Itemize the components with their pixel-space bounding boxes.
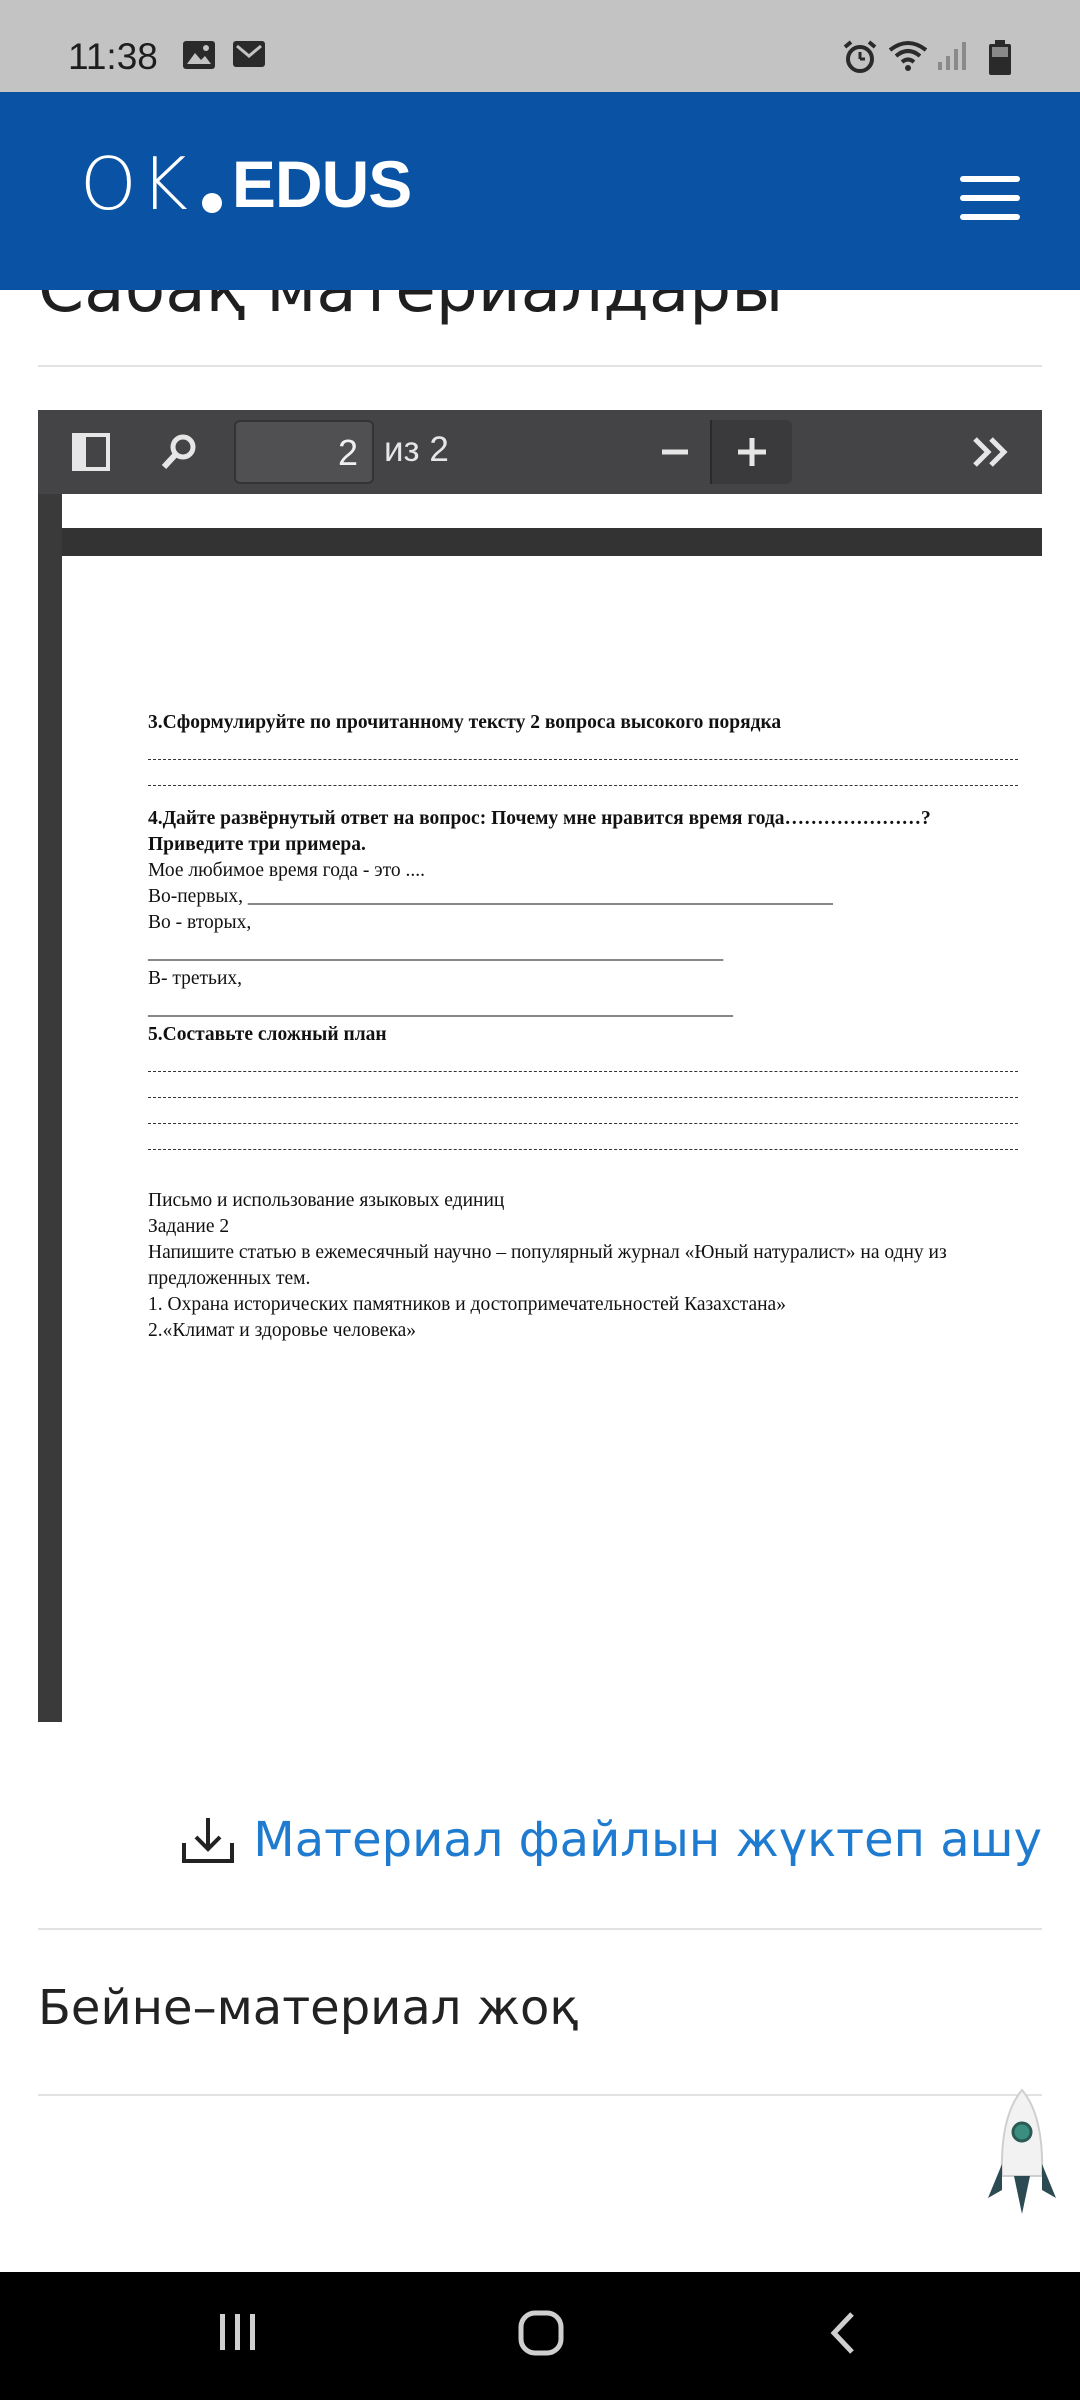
search-icon[interactable] [156,410,202,494]
doc-line: Приведите три примера. [148,834,366,855]
divider [38,1928,1042,1930]
status-time: 11:38 [68,36,158,77]
gallery-icon [182,40,216,70]
doc-line: Письмо и использование языковых единиц [148,1190,505,1211]
menu-icon[interactable] [960,176,1020,220]
back-icon[interactable] [826,2310,858,2356]
wifi-icon [888,40,928,72]
pdf-page-content [148,710,1028,1344]
logo-edus-text: EDUS [231,147,412,221]
answer-line [148,762,1018,786]
alarm-icon [842,40,878,74]
home-icon[interactable] [518,2310,564,2356]
pdf-page-top-edge [62,528,1042,556]
doc-line: Во - вторых, [148,912,252,933]
doc-underline: ____________________________________________________________ [148,998,733,1019]
signal-icon [936,40,968,72]
page-title-clip [0,290,1080,370]
page-number-input[interactable]: 2 [234,420,374,484]
pdf-viewer [38,410,1042,1722]
site-header [0,92,1080,290]
doc-line: В- третьих, [148,968,243,989]
sidebar-toggle-icon[interactable] [68,410,114,494]
zoom-in-icon[interactable] [726,410,778,494]
gmail-icon [232,40,266,68]
doc-line: 2.«Климат и здоровье человека» [148,1320,417,1341]
answer-line [148,1100,1018,1124]
doc-line: 1. Охрана исторических памятников и достопримечательностей Казахстана» [148,1294,786,1315]
doc-line: Задание 2 [148,1216,230,1237]
download-material-link[interactable] [181,1812,1042,1868]
more-tools-icon[interactable] [966,410,1016,494]
status-bar [0,0,1080,92]
doc-line: Во-первых, ____________________________________________________________ [148,886,833,907]
answer-line [148,1074,1018,1098]
download-icon [181,1815,235,1865]
zoom-out-icon[interactable] [650,410,700,494]
doc-line: Напишите статью в ежемесячный научно – популярный журнал «Юный натуралист» на одну из [148,1242,947,1263]
doc-line: предложенных тем. [148,1268,311,1289]
answer-line [148,736,1018,760]
battery-icon [988,40,1012,76]
divider [38,2094,1042,2096]
doc-line: 4.Дайте развёрнутый ответ на вопрос: Почему мне нравится время года…………………? [148,808,931,829]
scroll-to-top-rocket-icon[interactable] [984,2086,1060,2232]
doc-line: 3.Сформулируйте по прочитанному тексту 2 вопроса высокого порядка [148,712,782,733]
doc-line: Мое любимое время года - это .... [148,860,425,881]
download-link-label[interactable]: Материал файлын жүктеп ашу [253,1812,1042,1868]
doc-underline: ___________________________________________________________ [148,942,724,963]
pdf-toolbar [38,410,1042,494]
recents-icon[interactable] [218,2310,258,2354]
site-logo[interactable] [80,144,411,224]
page-count-label: из 2 [384,430,449,469]
pdf-left-rail [38,494,62,1722]
video-material-status: Бейне–материал жоқ [38,1980,579,2036]
logo-dot [202,193,222,213]
logo-ok-text: OK [80,142,192,226]
doc-line: 5.Составьте сложный план [148,1024,387,1045]
answer-line [148,1126,1018,1150]
answer-line [148,1048,1018,1072]
system-nav-bar [0,2272,1080,2400]
divider [38,365,1042,367]
